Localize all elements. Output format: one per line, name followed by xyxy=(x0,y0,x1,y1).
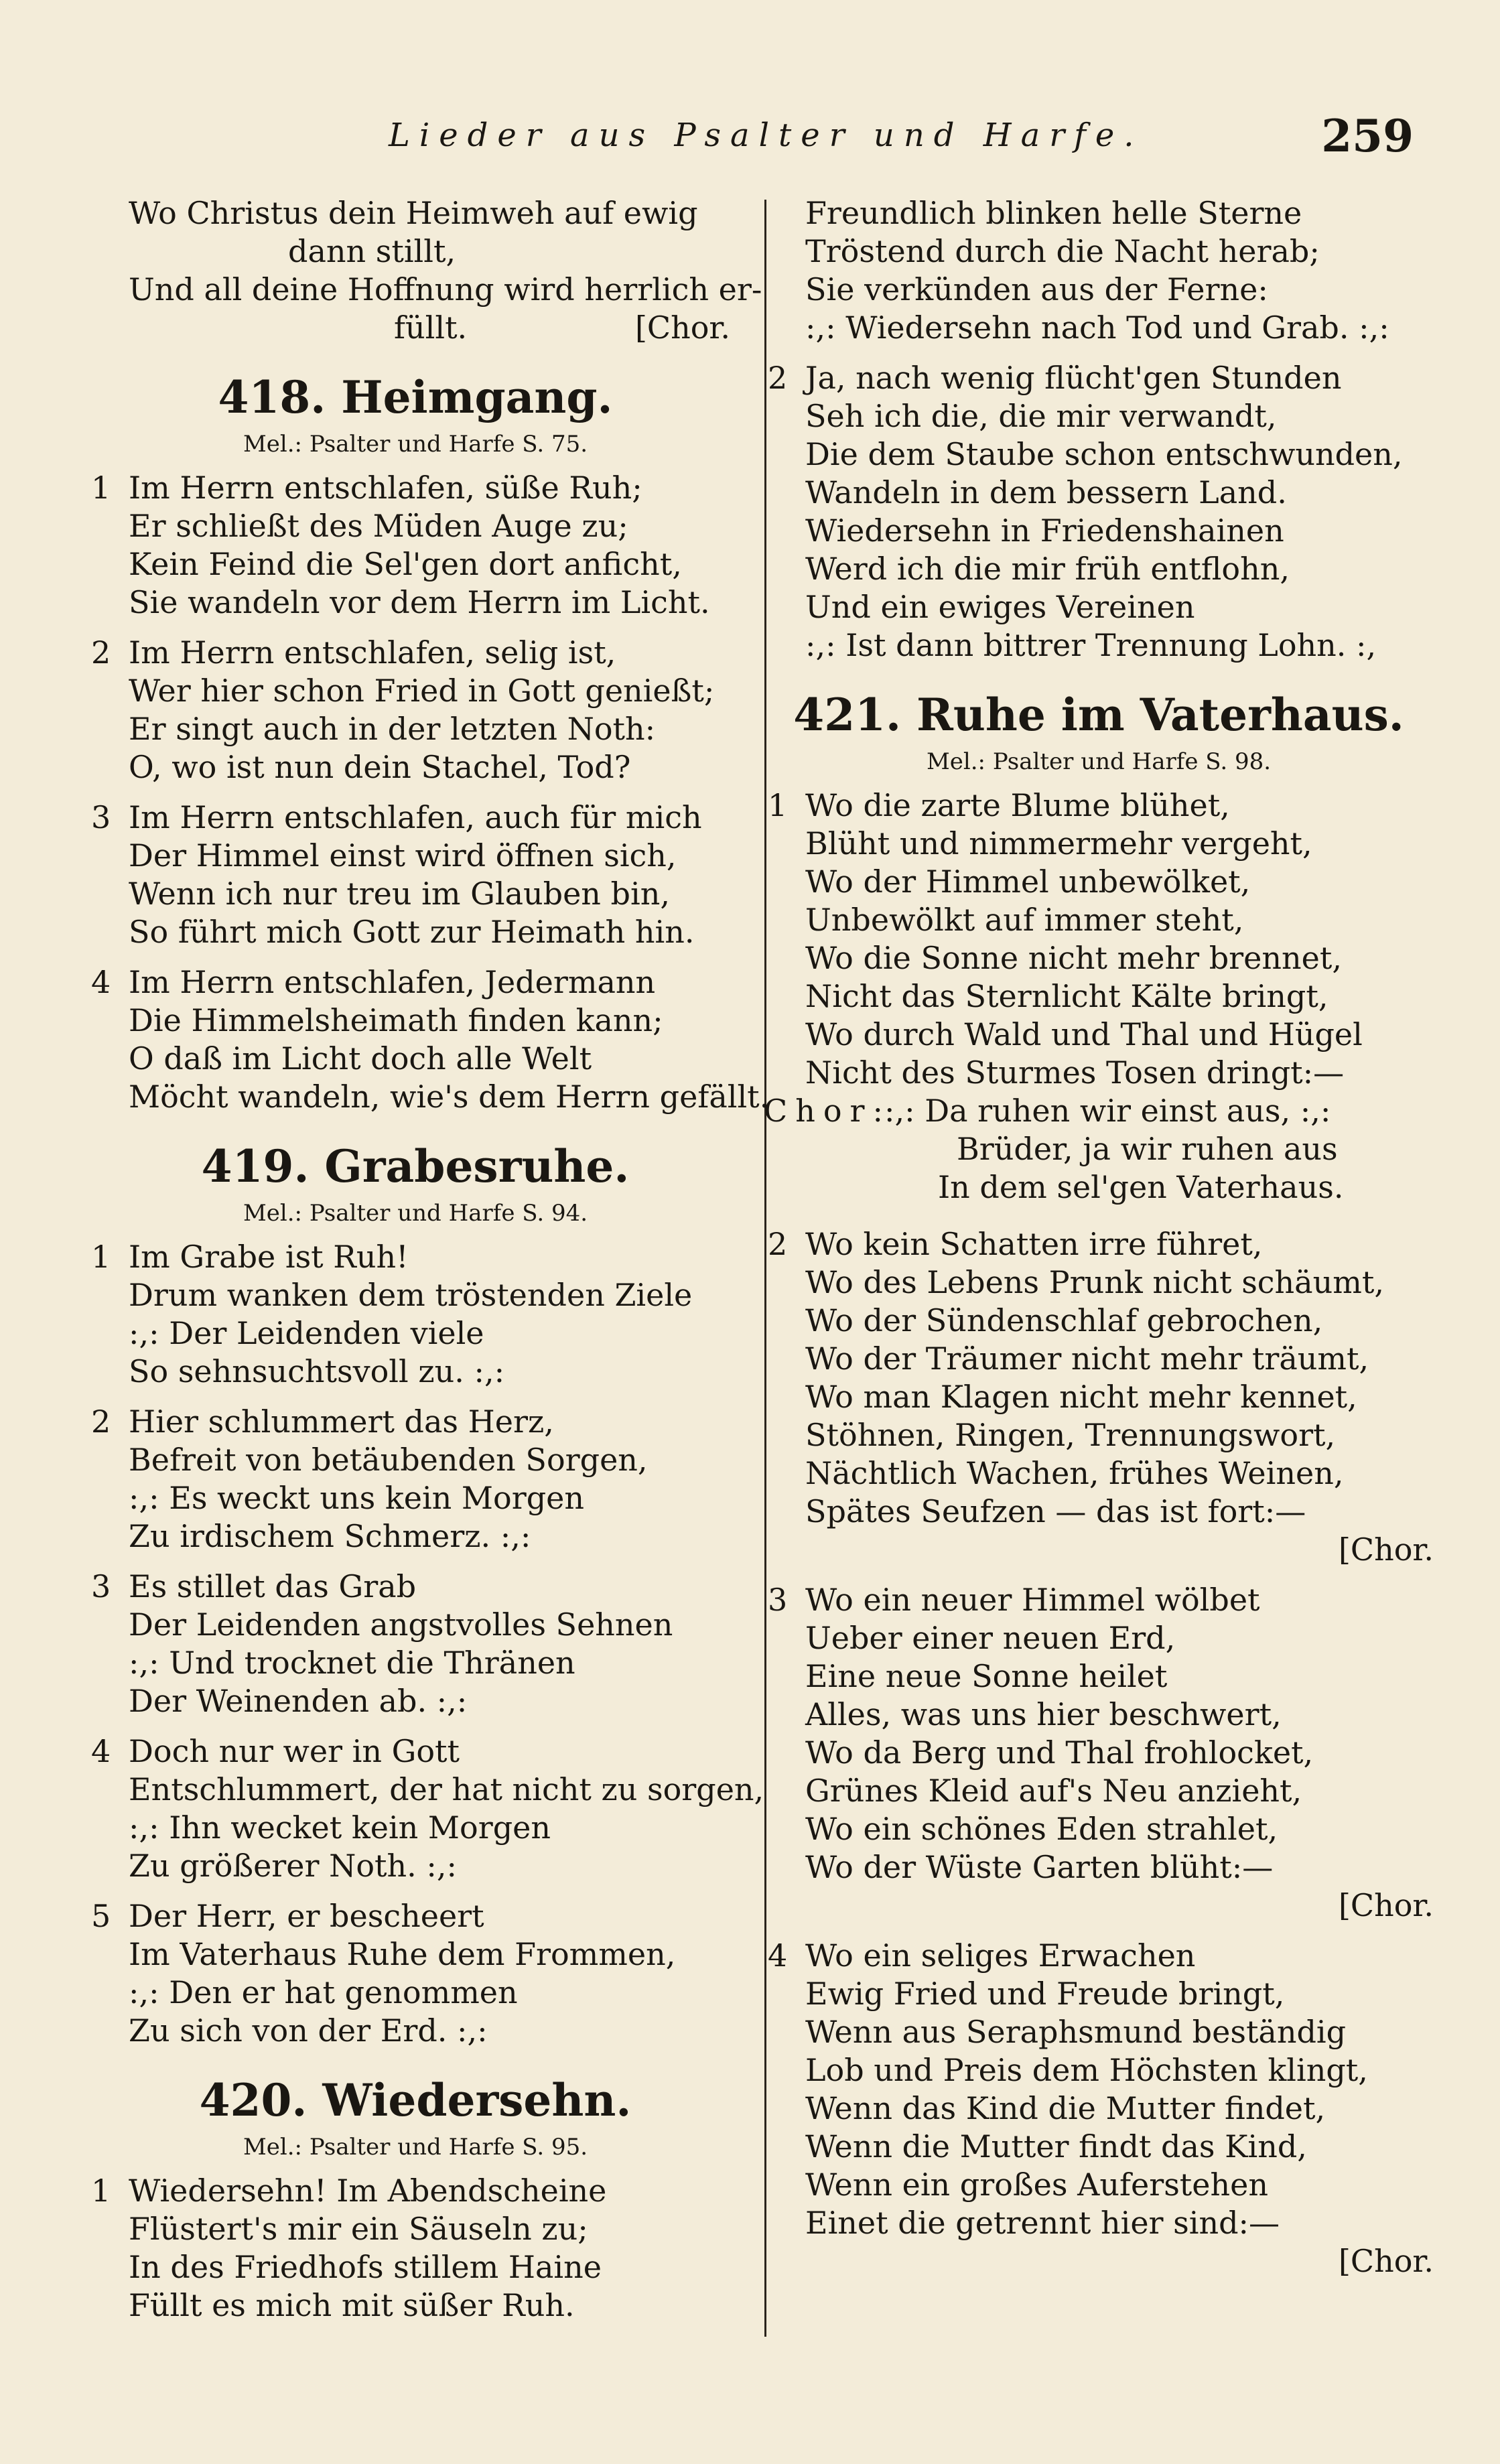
verse-2 xyxy=(764,1225,1434,1569)
verse-number: 5 xyxy=(91,1898,111,1934)
verse-line: :,: Der Leidenden viele xyxy=(129,1315,484,1351)
verse-line: Hier schlummert das Herz, xyxy=(129,1404,554,1440)
verse-line: So führt mich Gott zur Heimath hin. xyxy=(129,914,695,950)
verse-number: 1 xyxy=(91,1239,111,1275)
verse-3 xyxy=(764,1581,1434,1925)
verse-line: Wo kein Schatten irre führet, xyxy=(805,1226,1263,1262)
verse-1 xyxy=(87,1238,744,1391)
verse-line: Im Vaterhaus Ruhe dem Frommen, xyxy=(129,1936,676,1972)
chor-tag: [Chor. xyxy=(634,310,730,346)
verse-line: Alles, was uns hier beschwert, xyxy=(805,1696,1282,1732)
verse-line: Ueber einer neuen Erd, xyxy=(805,1620,1176,1656)
chor-tag: [Chor. xyxy=(1338,1887,1434,1923)
verse-line-text: füllt. xyxy=(394,310,468,346)
verse-line: Tröstend durch die Nacht herab; xyxy=(805,233,1320,269)
verse-1 xyxy=(87,2172,744,2325)
verse-line: Wenn das Kind die Mutter findet, xyxy=(805,2090,1326,2126)
verse-line: Wo man Klagen nicht mehr kennet, xyxy=(805,1379,1357,1415)
verse-line: Stöhnen, Ringen, Trennungswort, xyxy=(805,1417,1336,1453)
verse-line: Es stillet das Grab xyxy=(129,1568,417,1604)
hymn-419 xyxy=(87,1238,764,2050)
hymn-title: 420. Wiedersehn. xyxy=(199,2074,632,2126)
verse-line: Sie wandeln vor dem Herrn im Licht. xyxy=(129,584,710,620)
verse-number: 1 xyxy=(91,470,111,506)
right-column xyxy=(764,194,1434,2280)
verse-line: dann stillt, xyxy=(288,233,456,269)
verse-line: Ewig Fried und Freude bringt, xyxy=(805,1976,1285,2012)
verse-line: Eine neue Sonne heilet xyxy=(805,1658,1168,1694)
verse-number: 2 xyxy=(768,360,788,396)
page-number: 259 xyxy=(1321,110,1414,162)
continuation-block xyxy=(764,194,1434,347)
verse-4 xyxy=(764,1937,1434,2280)
verse-line: Wo da Berg und Thal frohlocket, xyxy=(805,1734,1314,1771)
verse-line: Wo die zarte Blume blühet, xyxy=(805,787,1230,823)
verse-line: Der Weinenden ab. :,: xyxy=(129,1683,468,1719)
verse-line: Zu größerer Noth. :,: xyxy=(129,1848,458,1884)
verse-line: Der Himmel einst wird öffnen sich, xyxy=(129,837,677,874)
melody-reference: Mel.: Psalter und Harfe S. 94. xyxy=(243,1200,588,1227)
verse-number: 4 xyxy=(91,964,111,1000)
hymn-418 xyxy=(87,469,770,1116)
hymn-title: 419. Grabesruhe. xyxy=(201,1140,630,1192)
verse-number: 2 xyxy=(768,1226,788,1262)
verse-line: Zu irdischem Schmerz. :,: xyxy=(129,1518,531,1554)
verse-line: Sie verkünden aus der Ferne: xyxy=(805,271,1268,307)
verse-line: Drum wanken dem tröstenden Ziele xyxy=(129,1277,693,1313)
verse-line: Er singt auch in der letzten Noth: xyxy=(129,711,656,747)
verse-line: Und ein ewiges Vereinen xyxy=(805,589,1195,625)
running-title: Lieder aus Psalter und Harfe. xyxy=(389,117,1144,154)
verse-number: 3 xyxy=(91,1568,111,1604)
verse-line xyxy=(87,309,744,347)
verse-4 xyxy=(87,1732,764,1885)
verse-line: Wenn die Mutter findt das Kind, xyxy=(805,2128,1307,2165)
verse-line: Wo durch Wald und Thal und Hügel xyxy=(805,1016,1363,1052)
melody-reference: Mel.: Psalter und Harfe S. 95. xyxy=(243,2134,588,2161)
verse-line: Im Grabe ist Ruh! xyxy=(129,1239,409,1275)
verse-5 xyxy=(87,1897,744,2050)
verse-line: :,: Und trocknet die Thränen xyxy=(129,1645,575,1681)
verse-line: Befreit von betäubenden Sorgen, xyxy=(129,1442,648,1478)
verse-line: Wandeln in dem bessern Land. xyxy=(805,474,1287,510)
verse-3 xyxy=(87,1568,744,1720)
verse-line: Kein Feind die Sel'gen dort anficht, xyxy=(129,546,682,582)
verse-line: Wiedersehn in Friedenshainen xyxy=(805,512,1284,549)
chor-tag: [Chor. xyxy=(1338,1531,1434,1568)
verse-number: 3 xyxy=(768,1582,788,1618)
verse-line: Spätes Seufzen — das ist fort:— xyxy=(805,1493,1306,1529)
verse-number: 1 xyxy=(768,787,788,823)
verse-line: Blüht und nimmermehr vergeht, xyxy=(805,825,1312,862)
chorus-line: In dem sel'gen Vaterhaus. xyxy=(938,1169,1344,1205)
page-header xyxy=(121,106,1420,166)
verse-line: Füllt es mich mit süßer Ruh. xyxy=(129,2287,575,2323)
verse-2 xyxy=(87,1403,744,1556)
verse-line: Möcht wandeln, wie's dem Herrn gefällt. xyxy=(129,1079,770,1115)
verse-line: Die dem Staube schon entschwunden, xyxy=(805,436,1403,472)
verse-line: Wo der Himmel unbewölket, xyxy=(805,864,1251,900)
chorus-line: Brüder, ja wir ruhen aus xyxy=(957,1131,1338,1167)
verse-line: Wo der Sündenschlaf gebrochen, xyxy=(805,1302,1323,1339)
verse-line: Wenn ich nur treu im Glauben bin, xyxy=(129,876,670,912)
chorus xyxy=(764,1092,1434,1207)
verse-line: Wo Christus dein Heimweh auf ewig xyxy=(129,195,698,231)
verse-line: Im Herrn entschlafen, Jedermann xyxy=(129,964,656,1000)
verse-1 xyxy=(87,469,744,622)
chorus-line: :,: Da ruhen wir einst aus, :,: xyxy=(884,1093,1331,1129)
verse-line: :,: Es weckt uns kein Morgen xyxy=(129,1480,585,1516)
verse-number: 1 xyxy=(91,2173,111,2209)
verse-line: So sehnsuchtsvoll zu. :,: xyxy=(129,1353,505,1389)
left-column xyxy=(87,194,770,2325)
verse-line: :,: Den er hat genommen xyxy=(129,1974,518,2010)
verse-line: In des Friedhofs stillem Haine xyxy=(129,2249,602,2285)
verse-line: Seh ich die, die mir verwandt, xyxy=(805,398,1277,434)
verse-line: Werd ich die mir früh entflohn, xyxy=(805,551,1290,587)
verse-line: Wo die Sonne nicht mehr brennet, xyxy=(805,940,1342,976)
verse-number: 4 xyxy=(91,1733,111,1769)
verse-line: O daß im Licht doch alle Welt xyxy=(129,1040,592,1077)
verse-line: Wo ein seliges Erwachen xyxy=(805,1937,1196,1974)
melody-reference: Mel.: Psalter und Harfe S. 98. xyxy=(926,748,1272,775)
hymn-421 xyxy=(764,786,1434,2280)
verse-line: Grünes Kleid auf's Neu anzieht, xyxy=(805,1773,1302,1809)
melody-reference: Mel.: Psalter und Harfe S. 75. xyxy=(243,431,588,458)
verse-number: 4 xyxy=(768,1937,788,1974)
verse-line: Einet die getrennt hier sind:— xyxy=(805,2205,1280,2241)
verse-line: Ja, nach wenig flücht'gen Stunden xyxy=(805,360,1342,396)
verse-line: Wo ein schönes Eden strahlet, xyxy=(805,1811,1278,1847)
verse-line: Nicht des Sturmes Tosen dringt:— xyxy=(805,1054,1345,1091)
verse-number: 2 xyxy=(91,1404,111,1440)
verse-number: 2 xyxy=(91,634,111,671)
verse-line: Lob und Preis dem Höchsten klingt, xyxy=(805,2052,1368,2088)
verse-line: Er schließt des Müden Auge zu; xyxy=(129,508,628,544)
verse-line: Wo der Träumer nicht mehr träumt, xyxy=(805,1341,1369,1377)
verse-line: Und all deine Hoffnung wird herrlich er- xyxy=(129,271,762,307)
verse-line: Die Himmelsheimath finden kann; xyxy=(129,1002,663,1038)
hymn-title: 418. Heimgang. xyxy=(218,371,613,423)
verse-line: Unbewölkt auf immer steht, xyxy=(805,902,1244,938)
verse-line: Der Herr, er bescheert xyxy=(129,1898,484,1934)
verse-line: Wenn ein großes Auferstehen xyxy=(805,2167,1268,2203)
verse-line: Wenn aus Seraphsmund beständig xyxy=(805,2014,1347,2050)
verse-line: Wo ein neuer Himmel wölbet xyxy=(805,1582,1260,1618)
verse-line: :,: Ihn wecket kein Morgen xyxy=(129,1809,551,1846)
chorus-label: Chor: xyxy=(764,1093,892,1129)
verse-line: Flüstert's mir ein Säuseln zu; xyxy=(129,2211,588,2247)
chor-tag: [Chor. xyxy=(1338,2243,1434,2279)
hymn-title: 421. Ruhe im Vaterhaus. xyxy=(793,689,1404,741)
verse-line: Nicht das Sternlicht Kälte bringt, xyxy=(805,978,1328,1014)
verse-line: Doch nur wer in Gott xyxy=(129,1733,460,1769)
verse-1 xyxy=(764,786,1434,1092)
verse-line: :,: Ist dann bittrer Trennung Lohn. :, xyxy=(805,627,1377,663)
verse-number: 3 xyxy=(91,799,111,835)
verse-2 xyxy=(87,634,744,786)
verse-3 xyxy=(87,799,744,951)
verse-line: Im Herrn entschlafen, selig ist, xyxy=(129,634,616,671)
verse-line: :,: Wiedersehn nach Tod und Grab. :,: xyxy=(805,310,1389,346)
hymn-420-verse-2 xyxy=(764,359,1434,665)
verse-line: Wiedersehn! Im Abendscheine xyxy=(129,2173,607,2209)
verse-line: Im Herrn entschlafen, auch für mich xyxy=(129,799,702,835)
verse-line: Im Herrn entschlafen, süße Ruh; xyxy=(129,470,642,506)
verse-line: Nächtlich Wachen, frühes Weinen, xyxy=(805,1455,1344,1491)
verse-line: O, wo ist nun dein Stachel, Tod? xyxy=(129,749,631,785)
verse-line: Wo des Lebens Prunk nicht schäumt, xyxy=(805,1264,1384,1300)
verse-line: Wer hier schon Fried in Gott genießt; xyxy=(129,673,715,709)
verse-line: Zu sich von der Erd. :,: xyxy=(129,2012,488,2049)
hymn-420 xyxy=(87,2172,744,2325)
verse-line: Freundlich blinken helle Sterne xyxy=(805,195,1302,231)
verse-line: Der Leidenden angstvolles Sehnen xyxy=(129,1606,673,1643)
verse-line: Wo der Wüste Garten blüht:— xyxy=(805,1849,1274,1885)
verse-4 xyxy=(87,963,770,1116)
verse-line: Entschlummert, der hat nicht zu sorgen, xyxy=(129,1771,764,1807)
continuation-block xyxy=(87,194,762,347)
